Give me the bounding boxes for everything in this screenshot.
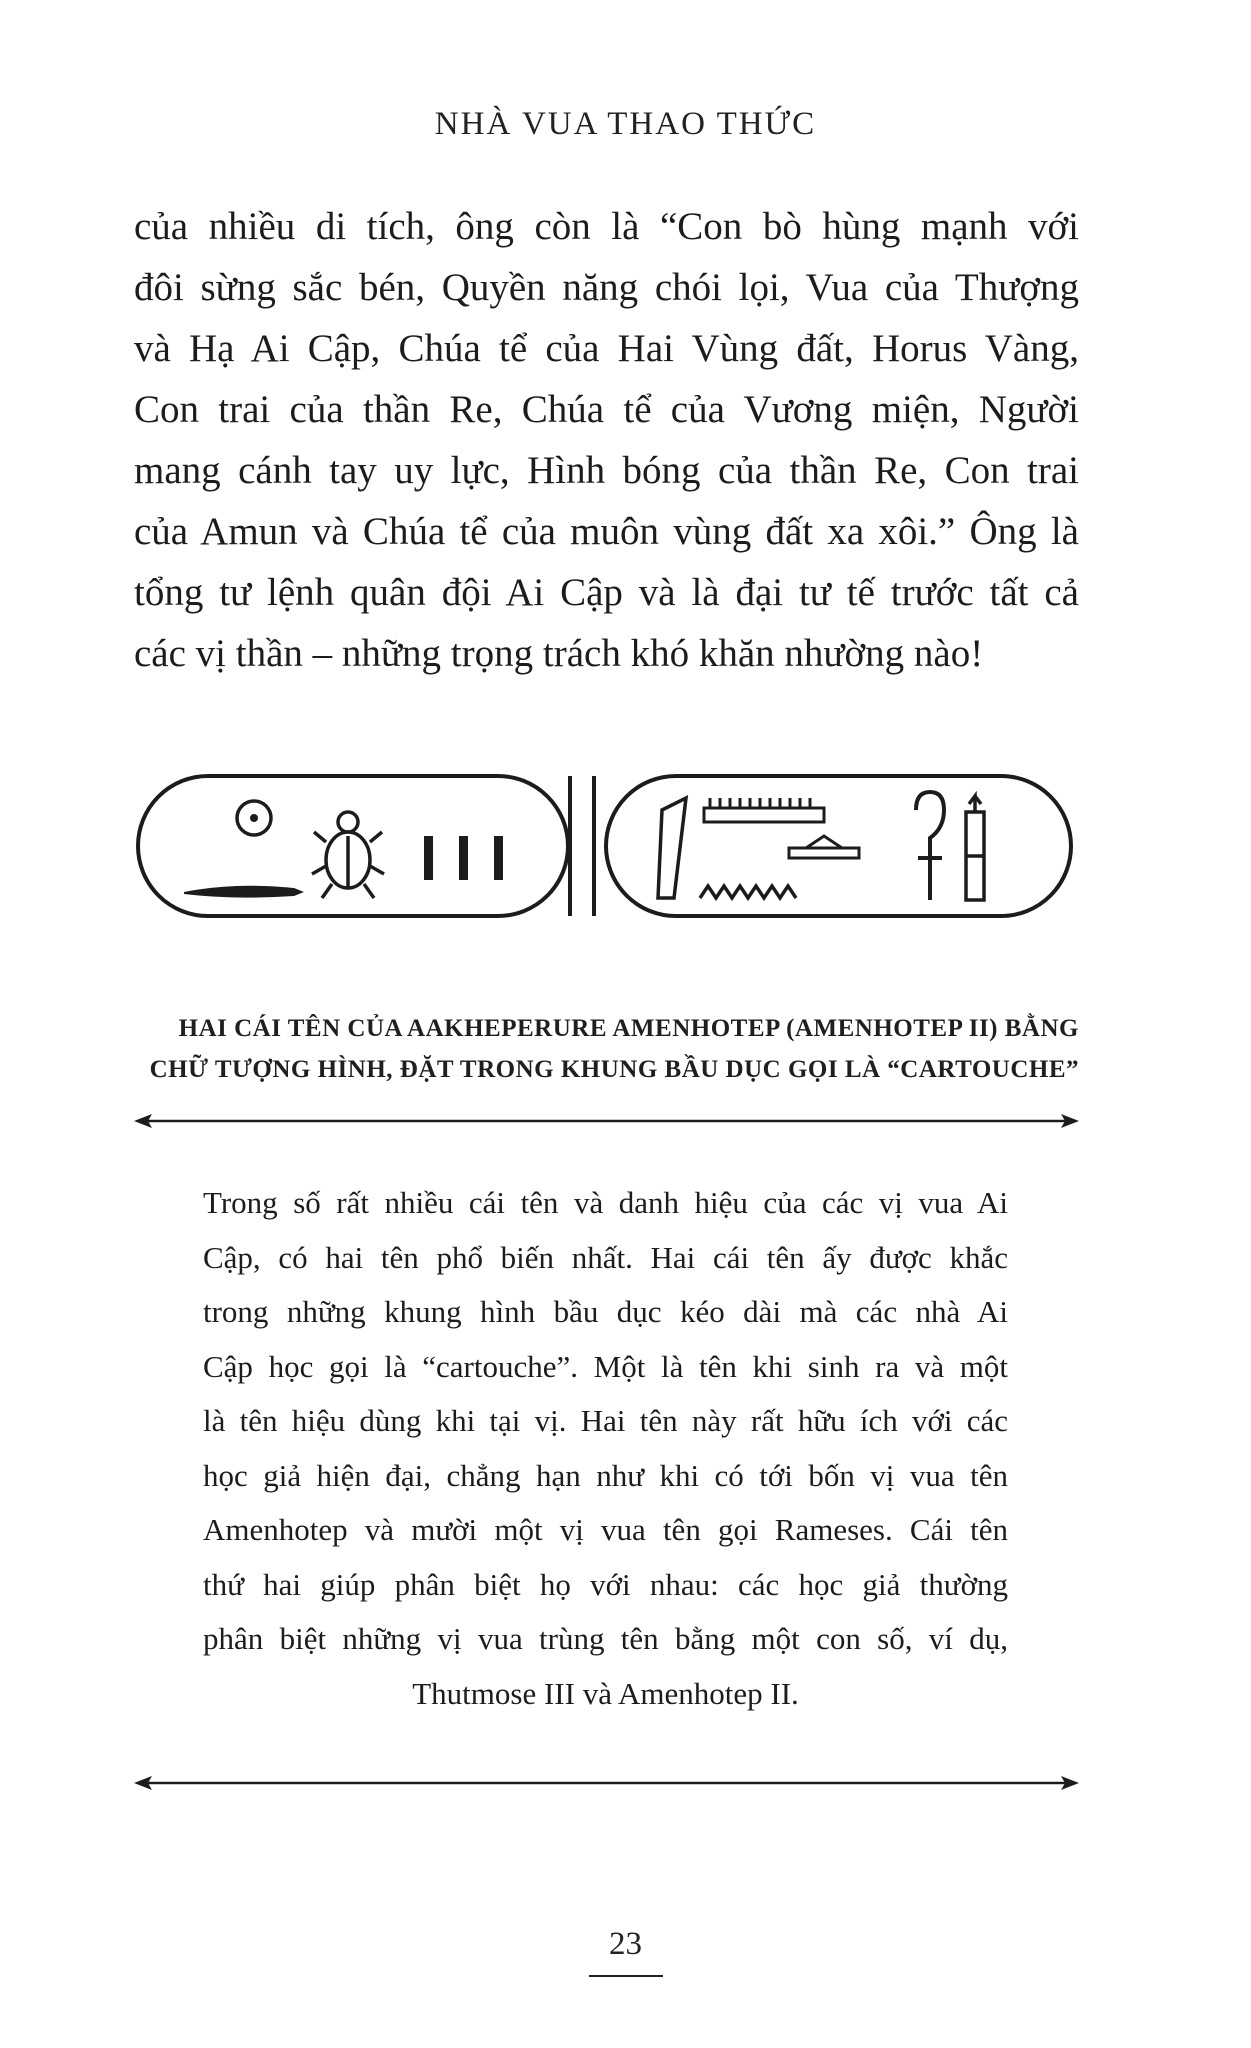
pillar-glyph [966, 796, 984, 900]
sidebar-bottom-arrow-rule [134, 1773, 1079, 1793]
body-line: các vị thần – những trọng trách khó khăn nhường nào! [134, 632, 984, 675]
sidebar-line: Trong số rất nhiều cái tên và danh hiệu của các vị vua Ai [203, 1185, 1008, 1220]
reed-leaf-glyph [658, 798, 686, 898]
plural-strokes-glyph [424, 836, 503, 880]
sidebar-line: trong những khung hình bầu dục kéo dài mà các nhà Ai [203, 1294, 1008, 1329]
body-line: của nhiều di tích, ông còn là “Con bò hùng mạnh với [134, 205, 1079, 248]
sidebar-line: phân biệt những vị vua trùng tên bằng một con số, ví dụ, [203, 1621, 1008, 1656]
body-line: mang cánh tay uy lực, Hình bóng của thần Re, Con trai [134, 449, 1079, 492]
sidebar-line: Cập học gọi là “cartouche”. Một là tên khi sinh ra và một [203, 1348, 1008, 1384]
body-paragraph [134, 196, 1079, 684]
page-number-underline [589, 1975, 663, 1977]
page-number: 23 [609, 1926, 642, 1962]
sidebar-line: thứ hai giúp phân biệt họ với nhau: các học giả thường [203, 1566, 1008, 1602]
figure-caption [134, 1008, 1079, 1090]
sidebar-line: học giả hiện đại, chẳng hạn như khi có tới bốn vị vua tên [203, 1457, 1008, 1493]
caption-line: CHỮ TƯỢNG HÌNH, ĐẶT TRONG KHUNG BẦU DỤC GỌI LÀ “CARTOUCHE” [149, 1056, 1079, 1083]
body-line: đôi sừng sắc bén, Quyền năng chói lọi, Vua của Thượng [134, 266, 1079, 309]
cartouche-throne-name [594, 776, 1071, 916]
sidebar-top-arrow-rule [134, 1111, 1079, 1131]
scarab-glyph [312, 812, 384, 898]
body-line: và Hạ Ai Cập, Chúa tể của Hai Vùng đất, Horus Vàng, [134, 327, 1079, 370]
tongue-glyph [789, 836, 859, 858]
body-line: của Amun và Chúa tể của muôn vùng đất xa xôi.” Ông là [134, 510, 1079, 553]
cartouche-illustration [134, 770, 1079, 945]
sidebar-line: Cập, có hai tên phổ biến nhất. Hai cái tên ấy được khắc [203, 1239, 1008, 1275]
body-line: tổng tư lệnh quân đội Ai Cập và là đại tư tế trước tất cả [134, 571, 1079, 614]
sidebar-line: Thutmose III và Amenhotep II. [412, 1675, 799, 1711]
reed-glyph [184, 886, 304, 898]
water-glyph [700, 886, 796, 898]
cartouche-birth-name [138, 776, 570, 916]
running-head: NHÀ VUA THAO THỨC [434, 106, 817, 142]
sidebar-line: là tên hiệu dùng khi tại vị. Hai tên này rất hữu ích với các [203, 1403, 1008, 1438]
gameboard-glyph [704, 798, 824, 822]
ankh-glyph [916, 792, 944, 900]
caption-line: HAI CÁI TÊN CỦA AAKHEPERURE AMENHOTEP (AMENHOTEP II) BẰNG [178, 1015, 1079, 1042]
sidebar-box [203, 1176, 1008, 1721]
sidebar-line: Amenhotep và mười một vị vua tên gọi Rameses. Cái tên [203, 1512, 1008, 1547]
body-line: Con trai của thần Re, Chúa tể của Vương miện, Người [134, 388, 1079, 431]
